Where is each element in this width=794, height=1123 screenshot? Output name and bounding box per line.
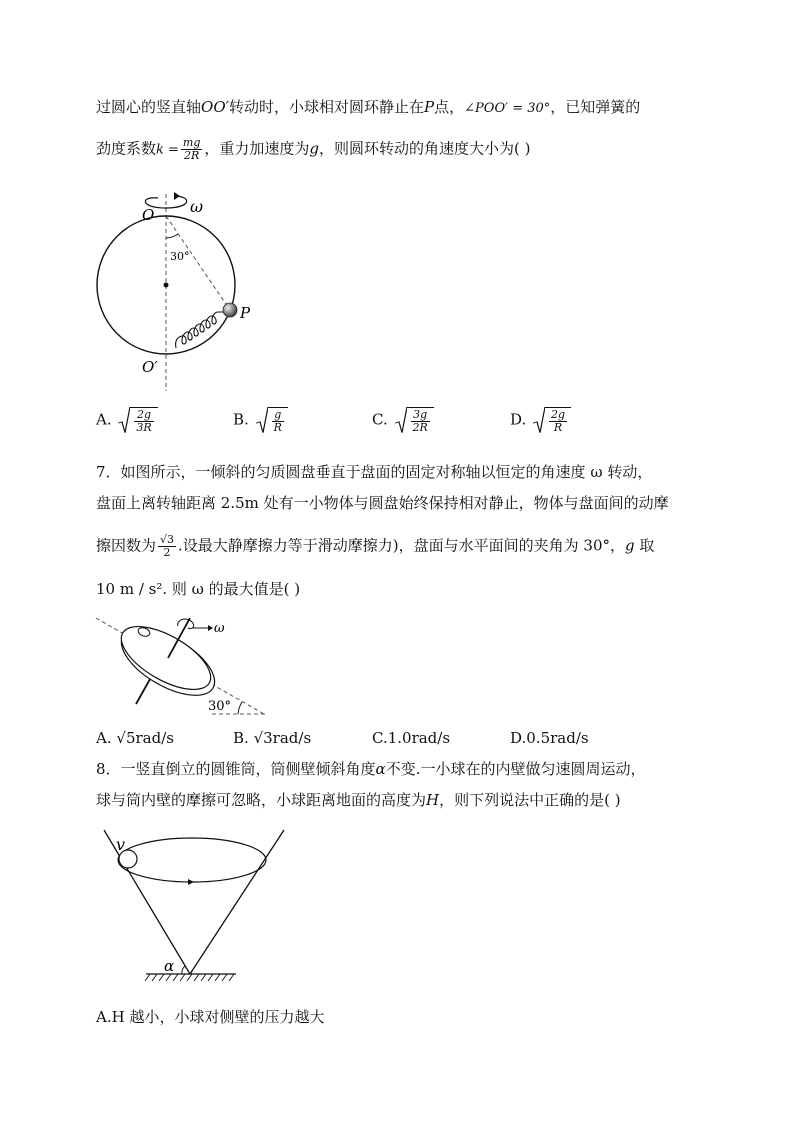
gravity-symbol: g xyxy=(309,139,320,158)
option-fraction xyxy=(411,409,430,434)
q6-text: ，已知弹簧的 xyxy=(550,98,641,116)
angle-arc xyxy=(238,702,242,714)
label-v: v xyxy=(116,835,126,854)
option-label: B. xyxy=(233,729,249,747)
q8-option-a[interactable]: A.H 越小，小球对侧壁的压力越大 xyxy=(96,1008,325,1026)
ball xyxy=(223,303,237,317)
q7-option-d[interactable] xyxy=(510,729,589,747)
option-label: D. xyxy=(510,410,527,429)
option-label: A. xyxy=(96,410,112,429)
q6-ring-figure xyxy=(88,186,278,396)
fraction-numerator: 2g xyxy=(134,409,153,422)
option-label: C. xyxy=(372,410,388,429)
label-angle: 30° xyxy=(208,699,232,714)
fraction-denominator: 2 xyxy=(163,546,171,559)
q7-text-line-2: 盘面上离转轴距离 2.5m 处有一小物体与圆盘始终保持相对静止，物体与盘面间的动摩 xyxy=(96,494,669,512)
q6-text-line-2 xyxy=(96,137,531,162)
fraction-numerator: √3 xyxy=(160,533,175,546)
option-text: √3rad/s xyxy=(253,729,312,747)
q6-text: 劲度系数 xyxy=(96,139,157,158)
label-o-prime: O′ xyxy=(142,358,158,376)
q6-text: ，重力加速度为 xyxy=(204,139,310,158)
option-text: 1.0rad/s xyxy=(387,729,451,747)
q8-cone-figure xyxy=(96,826,296,986)
q8-text-line-1 xyxy=(96,758,645,780)
q8-text: 8．一竖直倒立的圆锥筒，筒侧壁倾斜角度 xyxy=(96,760,376,778)
q6-text: 过圆心的竖直轴 xyxy=(96,98,202,116)
q6-option-b[interactable] xyxy=(233,407,288,434)
q8-text: ，则下列说法中正确的是( ) xyxy=(439,791,621,809)
sqrt xyxy=(118,407,157,434)
q8-text: 不变.一小球在的内壁做匀速圆周运动， xyxy=(385,760,646,778)
q6-option-a[interactable] xyxy=(96,407,158,434)
cone-right-wall xyxy=(190,830,284,974)
label-omega: ω xyxy=(190,197,204,216)
option-label: D. xyxy=(510,729,527,747)
fraction-numerator: g xyxy=(272,409,284,422)
radical-icon xyxy=(118,407,130,434)
option-fraction xyxy=(272,409,284,434)
mu-fraction xyxy=(158,534,176,559)
angle-arc xyxy=(166,234,178,238)
label-o: O xyxy=(142,206,155,224)
q6-text-line-1 xyxy=(96,96,640,120)
option-label: A. xyxy=(96,729,112,747)
fraction-numerator: 3g xyxy=(411,409,430,422)
sqrt xyxy=(256,407,288,434)
angle-expression: ∠POO′ = 30° xyxy=(464,101,551,116)
angle-arc xyxy=(182,966,185,974)
k-fraction xyxy=(181,137,202,162)
q7-text-line-3 xyxy=(96,534,654,559)
sqrt xyxy=(395,407,434,434)
fraction-numerator: 2g xyxy=(551,408,566,421)
alpha-symbol: α xyxy=(375,760,386,778)
q6-text: ，则圆环转动的角速度大小为( ) xyxy=(319,139,531,158)
radical-icon xyxy=(395,407,407,434)
option-text: √5rad/s xyxy=(116,729,174,747)
q8-text: 球与筒内壁的摩擦可忽略，小球距离地面的高度为 xyxy=(96,791,427,809)
option-label: B. xyxy=(233,410,249,429)
option-fraction xyxy=(134,409,153,434)
q6-text: 转动时，小球相对圆环静止在 xyxy=(229,98,425,116)
q7-option-b[interactable] xyxy=(233,729,311,747)
height-symbol: H xyxy=(426,791,440,809)
option-fraction xyxy=(549,409,567,434)
op-dashed-line xyxy=(166,216,230,310)
fraction-denominator: R xyxy=(273,421,282,434)
label-alpha: α xyxy=(164,957,175,975)
ground-hatching xyxy=(145,974,234,981)
fraction-denominator: 2R xyxy=(412,421,428,434)
gravity-symbol: g xyxy=(625,536,635,555)
q7-option-c[interactable] xyxy=(372,729,450,747)
fraction-denominator: 2R xyxy=(184,149,200,162)
center-dot xyxy=(164,283,169,288)
point-label: P xyxy=(424,98,435,116)
q7-option-a[interactable] xyxy=(96,729,174,747)
arrow-head-icon xyxy=(174,192,180,200)
q7-text: 擦因数为 xyxy=(96,536,157,555)
q6-option-c[interactable] xyxy=(372,407,434,434)
q7-text-line-4: 10 m / s². 则 ω 的最大值是( ) xyxy=(96,580,301,598)
sqrt xyxy=(533,407,571,434)
label-p: P xyxy=(240,304,251,322)
spring xyxy=(176,312,228,348)
q7-disc-figure xyxy=(92,612,272,718)
q8-text-line-2 xyxy=(96,789,621,811)
arrow-head-icon xyxy=(208,625,213,631)
fraction-denominator: 3R xyxy=(136,421,152,434)
q7-text: .设最大静摩擦力等于滑动摩擦力)，盘面与水平面间的夹角为 30°， xyxy=(178,536,626,555)
q7-text: 取 xyxy=(634,536,655,555)
q6-text: 点， xyxy=(434,98,465,116)
option-text: 0.5rad/s xyxy=(526,729,589,747)
fraction-denominator: R xyxy=(553,421,563,434)
k-symbol: k = xyxy=(156,142,179,158)
axis-label: OO′ xyxy=(201,98,230,116)
orbit-arrow-icon xyxy=(188,879,194,885)
label-angle: 30° xyxy=(170,250,190,263)
radical-icon xyxy=(256,407,268,434)
q6-option-d[interactable] xyxy=(510,407,571,434)
q7-text-line-1: 7．如图所示，一倾斜的匀质圆盘垂直于盘面的固定对称轴以恒定的角速度 ω 转动， xyxy=(96,463,653,481)
option-label: C. xyxy=(372,729,388,747)
label-omega: ω xyxy=(214,621,225,636)
ball-orbit xyxy=(118,838,266,882)
radical-icon xyxy=(533,407,545,434)
fraction-numerator: mg xyxy=(182,136,201,149)
